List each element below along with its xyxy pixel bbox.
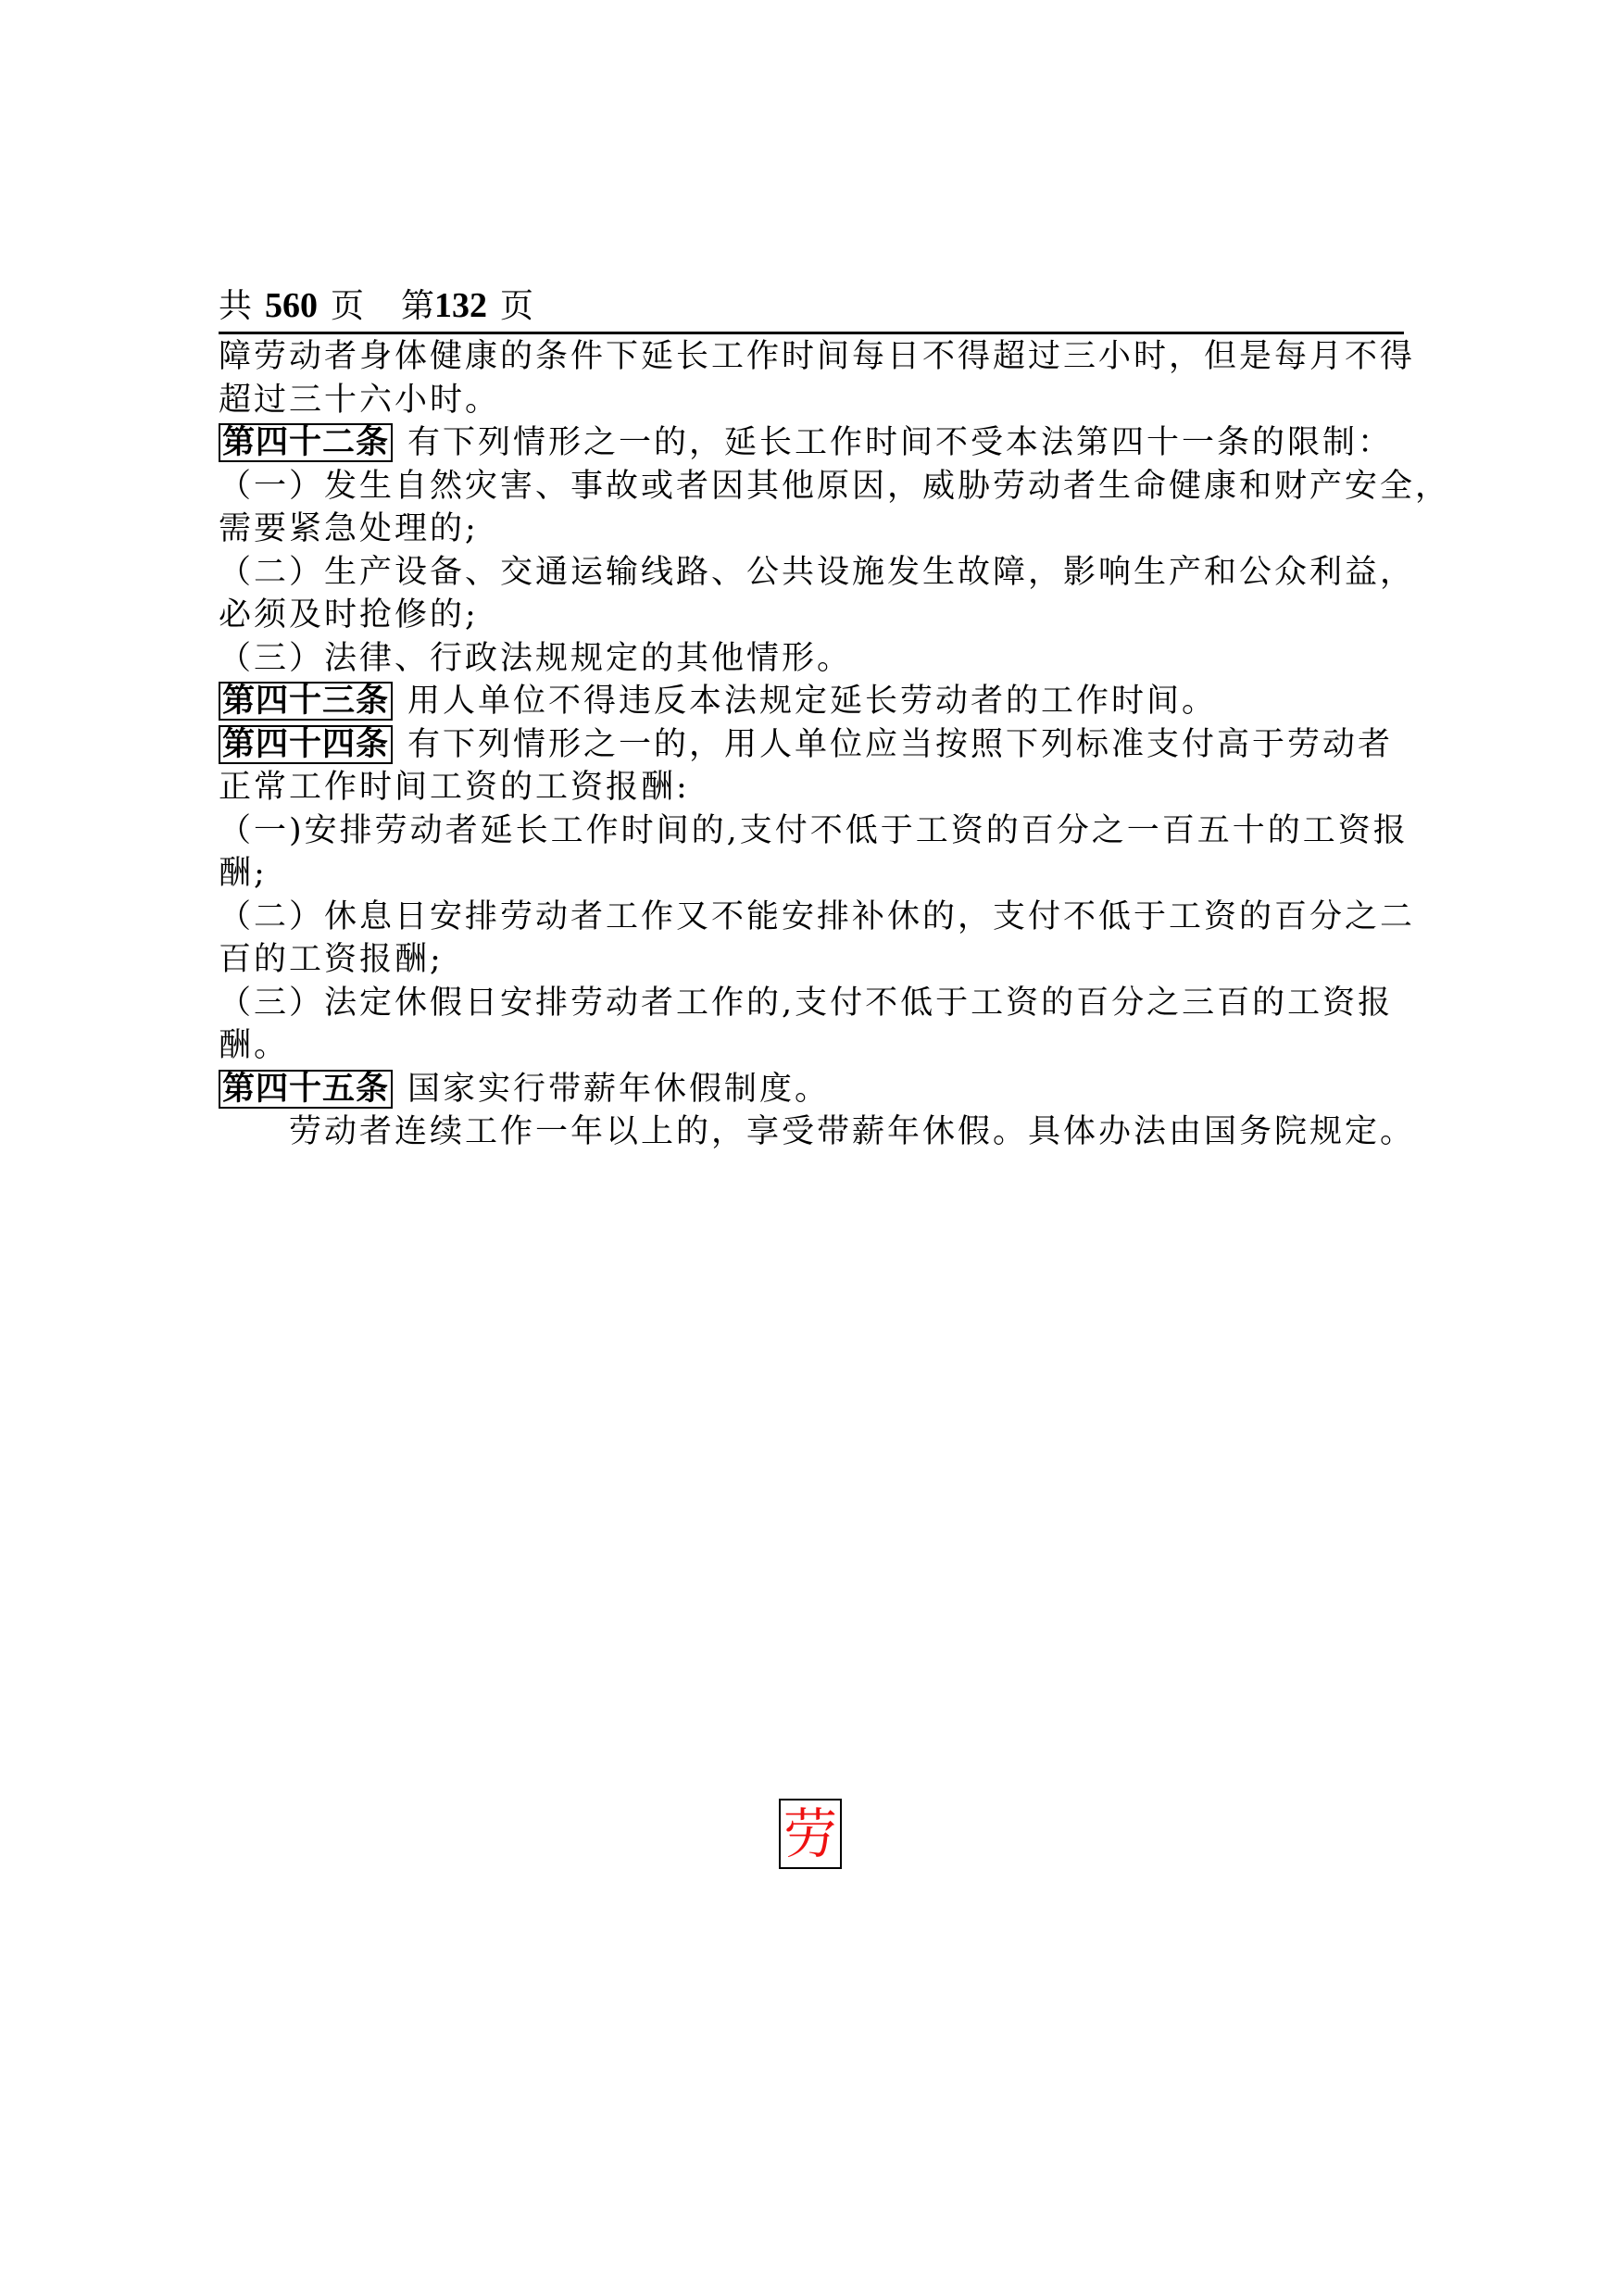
total-pages-number: 560 — [265, 286, 319, 325]
document-body — [219, 335, 1451, 1154]
text-line — [219, 335, 1416, 379]
line-text: 酬; — [219, 855, 268, 892]
article-number-label: 第四十四条 — [219, 725, 393, 764]
text-line — [219, 465, 1451, 508]
text-line — [219, 421, 1404, 465]
text-line — [219, 896, 1416, 939]
line-text: 劳动者连续工作一年以上的，享受带薪年休假。具体办法由国务院规定。 — [289, 1113, 1416, 1150]
line-text: 超过三十六小时。 — [219, 381, 501, 419]
line-text: 用人单位不得违反本法规定延长劳动者的工作时间。 — [407, 683, 1218, 720]
article-number-label: 第四十五条 — [219, 1070, 393, 1109]
seal-stamp: 劳 — [779, 1799, 842, 1869]
text-line — [219, 1024, 1404, 1068]
line-text: （三）法律、行政法规规定的其他情形。 — [219, 639, 853, 677]
text-line — [219, 508, 1404, 551]
line-text: （二）休息日安排劳动者工作又不能安排补休的，支付不低于工资的百分之二 — [219, 897, 1416, 935]
page-header — [219, 283, 1404, 334]
line-text: 正常工作时间工资的工资报酬: — [219, 769, 690, 806]
text-line — [219, 766, 1404, 809]
line-text: 必须及时抢修的; — [219, 596, 479, 634]
line-text: 百的工资报酬; — [219, 941, 444, 978]
text-line — [219, 594, 1404, 637]
line-text: （二）生产设备、交通运输线路、公共设施发生故障，影响生产和公众利益， — [219, 553, 1416, 591]
text-line — [219, 938, 1404, 982]
line-text: 酬。 — [219, 1027, 290, 1064]
text-line — [219, 637, 1404, 681]
current-page-prefix: 第 — [401, 287, 435, 325]
text-line — [219, 379, 1404, 422]
text-line — [219, 1110, 1416, 1154]
text-line — [219, 809, 1409, 853]
text-line — [219, 723, 1404, 767]
line-text: 国家实行带薪年休假制度。 — [407, 1070, 831, 1108]
line-text: 有下列情形之一的，用人单位应当按照下列标准支付高于劳动者 — [407, 725, 1394, 763]
text-line — [219, 551, 1416, 595]
text-line — [219, 680, 1404, 723]
line-text: 障劳动者身体健康的条件下延长工作时间每日不得超过三小时，但是每月不得 — [219, 338, 1416, 375]
total-pages-prefix: 共 — [219, 287, 253, 325]
text-line — [219, 852, 1404, 896]
article-number-label: 第四十三条 — [219, 682, 393, 721]
line-text: 有下列情形之一的，延长工作时间不受本法第四十一条的限制： — [407, 424, 1394, 461]
line-text: （一）发生自然灾害、事故或者因其他原因，威胁劳动者生命健康和财产安全， — [219, 467, 1451, 505]
text-line — [219, 982, 1404, 1025]
line-text: （一)安排劳动者延长工作时间的,支付不低于工资的百分之一百五十的工资报 — [219, 811, 1409, 849]
line-text: 需要紧急处理的; — [219, 510, 479, 547]
current-page-number: 132 — [434, 286, 488, 325]
text-line — [219, 1068, 1404, 1111]
line-text: （三）法定休假日安排劳动者工作的,支付不低于工资的百分之三百的工资报 — [219, 984, 1394, 1022]
total-pages-suffix: 页 — [331, 287, 365, 325]
article-number-label: 第四十二条 — [219, 423, 393, 462]
current-page-suffix: 页 — [500, 287, 534, 325]
